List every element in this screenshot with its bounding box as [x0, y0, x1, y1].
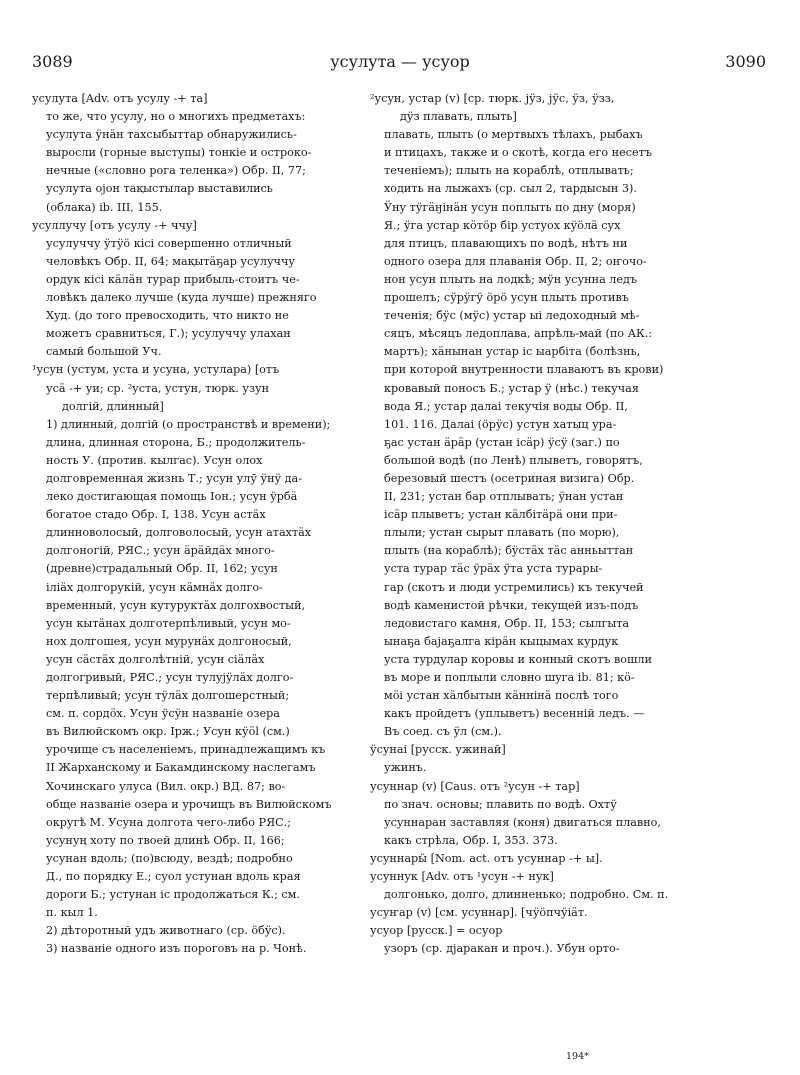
right-column — [370, 90, 770, 959]
left-column — [32, 90, 388, 959]
text-line: ордук кісі кӓлӓн турар прибыль-стоитъ че- — [46, 272, 300, 286]
text-line: дороги Б.; устунан іс продолжаться К.; см. — [46, 888, 300, 902]
text-line: усӓ -+ уи; ср. ²уста, устун, тюрк. узун — [46, 381, 270, 395]
text-line: усуннар (v) [Caus. отъ ²усун -+ тар] — [370, 779, 580, 793]
text-line: ледовистаго камня, Обр. II, 153; сылгыта — [384, 616, 630, 630]
text-line: Худ. (до того превосходить, что никто не — [46, 309, 289, 323]
text-line: усуллучу [отъ усулу -+ ччу] — [32, 218, 197, 232]
text-line: ӱсунаі [русск. ужинай] — [370, 743, 506, 757]
text-line: іліӓх долгорукій, усун кӓмнӓх долго- — [46, 580, 263, 594]
printer-signature: 194* — [566, 1051, 589, 1062]
text-line: ынаҕа бајаҕалга кірӓн кыцымах курдук — [384, 634, 619, 648]
text-line: нон усун плыть на лодкѣ; мӱн усунна ледъ — [384, 272, 638, 286]
running-title: усулута — усуор — [330, 52, 470, 71]
text-line: 2) дѣторотный удъ животнаго (ср. öбӱс). — [46, 924, 286, 938]
text-line: человѣкъ Обр. II, 64; мақытӓҕар усулуччу — [46, 254, 295, 268]
text-line: какъ стрѣла, Обр. I, 353. 373. — [384, 833, 558, 847]
text-line: усулута ӱнӓн тахсыбыттар обнаружились- — [46, 128, 297, 142]
text-line: въ море и поплыли словно шуга ib. 81; кӧ- — [384, 671, 635, 684]
text-line: нечные («словно рога теленка») Обр. II, 77; — [46, 164, 306, 178]
text-line: сяцъ, мѣсяцъ ледоплава, апрѣль-май (по АК.: — [384, 327, 653, 341]
text-line: ҕас устан ӓрӓр (устан ісӓр) ӱсӱ (заг.) по — [384, 435, 620, 449]
text-line: ходить на лыжахъ (ср. сыл 2, тардысын 3). — [384, 182, 637, 196]
text-line: II, 231; устан бар отплывать; ӱнан устан — [384, 490, 624, 504]
text-line: мартъ); хӓнынан устар іс ыарбіта (болѣзнь, — [384, 345, 641, 359]
text-line: усуор [русск.] = осуор — [370, 924, 503, 938]
text-line: плыть (на кораблѣ); бӱстӓх тӓс анньыттан — [384, 544, 634, 558]
text-line: см. п. сордӧх. Усун ӱсӱн названіе озера — [46, 707, 280, 721]
text-line: ловѣкъ далеко лучше (куда лучше) прежняго — [46, 291, 317, 305]
text-line: ность У. (против. кылгас). Усун олох — [46, 453, 263, 467]
text-line: долгій, длинный] — [62, 399, 164, 413]
text-line: богатое стадо Обр. I, 138. Усун астӓх — [46, 508, 266, 522]
text-line: длина, длинная сторона, Б.; продолжитель- — [46, 435, 306, 449]
text-line: долгогривый, РЯС.; усун тулујӱлӓх долго- — [46, 671, 294, 684]
text-line: леко достигающая помощь Іон.; усун ӱрбӓ — [46, 490, 298, 504]
text-line: усуннарӹ [Nom. act. отъ усуннар -+ ы]. — [370, 851, 603, 865]
text-line: (облака) ib. III, 155. — [46, 200, 163, 214]
text-line: долговременная жизнь Т.; усун улӯ ӱнӱ да- — [46, 471, 303, 485]
text-line: ¹усун (устум, уста и усуна, устулара) [отъ — [32, 363, 280, 377]
text-line: п. кыл 1. — [46, 906, 98, 920]
text-line: плыли; устан сырыт плавать (по морю), — [384, 526, 620, 540]
text-line: Ӱну тӱгӓӈінӓн усун поплыть по дну (моря) — [384, 200, 636, 214]
text-line: временный, усун кутуруктӓх долгохвостый, — [46, 598, 306, 612]
text-line: ісӓр плыветъ; устан кӓлбітӓрӓ они при- — [384, 508, 618, 522]
text-line: кровавый поносъ Б.; устар ӱ (нѣс.) текучая — [384, 381, 639, 395]
text-line: усун кытӓнах долготерпѣливый, усун мо- — [46, 616, 291, 630]
text-line: 101. 116. Далаі (öрӱс) устун хатыц ура- — [384, 417, 617, 431]
text-line: Д., по порядку Е.; суол устунан вдоль края — [46, 870, 301, 884]
text-line: дӱз плавать, плыть] — [400, 110, 517, 124]
text-line: усунуң хоту по твоей длинѣ Обр. II, 166; — [46, 833, 285, 847]
text-line: (древне)страдальный Обр. II, 162; усун — [46, 562, 278, 576]
text-line: какъ пройдетъ (уплыветъ) весенній ледъ. — — [384, 707, 645, 721]
text-line: Я.; ӱга устар кӧтӧр бір устуох кӱöлӓ сух — [384, 218, 621, 232]
text-line: и птицахъ, также и о скотѣ, когда его несетъ — [384, 146, 652, 160]
text-line: длинноволосый, долговолосый, усун атахтӓх — [46, 526, 312, 540]
text-line: Хочинскаго улуса (Вил. окр.) ВД. 87; во- — [46, 779, 286, 793]
text-line: Въ соед. съ ӱл (см.). — [384, 725, 502, 739]
text-line: то же, что усулу, но о многихъ предметахъ: — [46, 110, 306, 124]
text-line: усун сӓстӓх долголѣтній, усун сіӓлӓх — [46, 652, 265, 666]
page-number-right: 3090 — [725, 52, 766, 71]
text-line: округѣ М. Усуна долгота чего-либо РЯС.; — [46, 815, 291, 829]
text-line: усулуччу ӱтӱö кісі совершенно отличный — [46, 236, 292, 250]
text-line: ужинъ. — [384, 761, 427, 775]
text-line: 3) названіе одного изъ пороговъ на р. Чонѣ. — [46, 942, 307, 956]
text-line: плавать, плыть (о мертвыхъ тѣлахъ, рыбахъ — [384, 128, 643, 142]
text-line: по знач. основы; плавить по водѣ. Охтӱ — [384, 797, 617, 811]
text-line: нох долгошея, усун мурунӓх долгоносый, — [46, 634, 292, 648]
page-number-left: 3089 — [32, 52, 73, 71]
text-line: водѣ каменистой рѣчки, текущей изъ-подъ — [384, 598, 639, 612]
text-line: усулута [Adv. отъ усулу -+ та] — [32, 92, 208, 105]
text-line: выросли (горные выступы) тонкіе и остроко- — [46, 146, 312, 160]
text-line: усуннаран заставляя (коня) двигаться плавно, — [384, 815, 661, 829]
text-line: одного озера для плаванія Обр. II, 2; оҥочо- — [384, 254, 647, 268]
text-line: гар (скотъ и люди устремились) къ текучей — [384, 580, 644, 594]
text-line: долгоногій, РЯС.; усун ӓрӓйдӓх много- — [46, 544, 275, 558]
text-line: 1) длинный, долгій (о пространствѣ и времени); — [46, 417, 331, 431]
text-line: мӧі устан хӓлбытын кӓннінӓ послѣ того — [384, 689, 619, 703]
text-line: уста турдулар коровы и конный скотъ вошли — [384, 652, 652, 666]
text-line: большой водѣ (по Ленѣ) плыветъ, говорятъ, — [384, 453, 643, 467]
text-line: прошелъ; сӱрӱгӱ öрö усун плыть противъ — [384, 291, 629, 305]
text-line: II Жарханскому и Бакамдинскому наслегамъ — [46, 761, 316, 775]
text-line: можетъ сравниться, Г.); усулуччу улахан — [46, 327, 291, 341]
text-line: усунан вдоль; (по)всюду, вездѣ; подробно — [46, 851, 293, 865]
text-line: вода Я.; устар далаі текучія воды Обр. II, — [384, 399, 628, 413]
text-line: долгонько, долго, длинненько; подробно. См. п. — [384, 888, 669, 902]
text-line: усулута ојон тақыстылар выставились — [46, 182, 273, 196]
text-line: при которой внутренности плаваютъ въ крови) — [384, 363, 664, 377]
text-line: урочище съ населеніемъ, принадлежащимъ къ — [46, 743, 326, 757]
text-line: березовый шестъ (осетриная визига) Обр. — [384, 471, 635, 485]
text-line: обще названіе озера и урочищъ въ Вилюйскомъ — [46, 797, 332, 811]
text-line: для птицъ, плавающихъ по водѣ, нѣтъ ни — [384, 236, 628, 250]
text-line: терпѣливый; усун тӱлӓх долгошерстный; — [46, 689, 290, 703]
text-line: узоръ (ср. дјаракан и проч.). Убун орто- — [384, 942, 620, 956]
text-line: самый большой Уч. — [46, 345, 162, 359]
text-line: теченія; бӱс (мӱс) устар ыі ледоходный мѣ- — [384, 309, 640, 323]
text-line: въ Вилюйскомъ окр. Ірж.; Усун кӱӧl (см.) — [46, 725, 290, 739]
text-line: ²усун, устар (v) [ср. тюрк. јӱз, јӱс, ӱз, ӱзз, — [370, 92, 615, 105]
text-line: уста турар тӓс ӱрӓх ӱта уста турары- — [384, 562, 603, 576]
text-line: усуннук [Adv. отъ ¹усун -+ нук] — [370, 870, 554, 884]
text-line: теченіемъ); плыть на кораблѣ, отплывать; — [384, 164, 634, 178]
text-line: усуҥар (v) [см. усуннар]. [чӱöпчӱіӓт. — [370, 906, 588, 920]
